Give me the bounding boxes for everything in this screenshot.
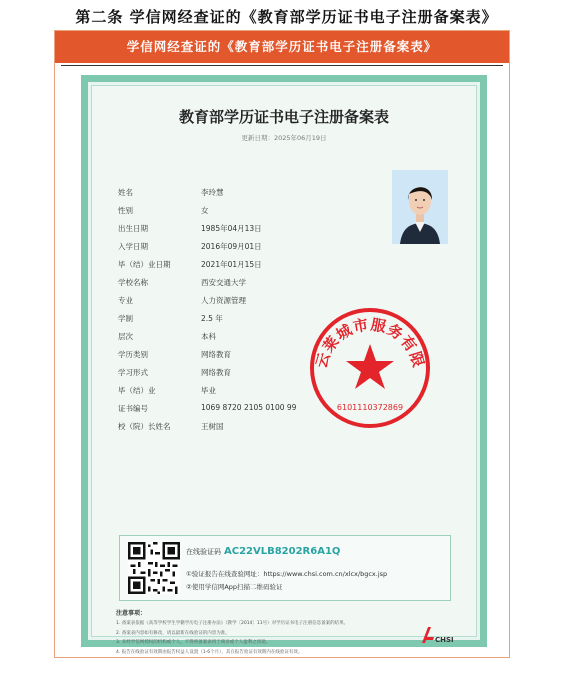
verification-url[interactable]: ①验证报告在线查验网址：https://www.chsi.com.cn/xlcx/bgcx.jsp xyxy=(186,570,388,578)
field-value: 2021年01月15日 xyxy=(201,260,262,269)
certificate-title: 教育部学历证书电子注册备案表 xyxy=(178,108,389,126)
verification-code[interactable]: AC22VLB8202R6A1Q xyxy=(224,546,341,557)
field-value: 西安交通大学 xyxy=(201,278,246,287)
field-value: 人力资源管理 xyxy=(201,296,246,305)
field-value: 毕业 xyxy=(201,386,216,395)
field-label: 学校名称 xyxy=(118,278,148,287)
field-value: 网络教育 xyxy=(201,350,231,359)
field-label: 毕（结）业 xyxy=(118,386,156,395)
field-label: 证书编号 xyxy=(118,404,148,413)
seal-org-name: 云莱城市服务有限 xyxy=(312,315,428,371)
student-photo xyxy=(392,170,448,244)
field-value: 网络教育 xyxy=(201,368,231,377)
official-seal xyxy=(308,306,432,430)
field-label: 性别 xyxy=(118,206,133,215)
field-label: 校（院）长姓名 xyxy=(118,422,171,431)
divider xyxy=(61,65,503,66)
field-label: 出生日期 xyxy=(118,224,148,233)
field-value: 1069 8720 2105 0100 99 xyxy=(201,403,297,412)
field-label: 学历类别 xyxy=(118,350,148,359)
field-value: 王树国 xyxy=(201,422,224,431)
certificate-inner xyxy=(91,85,477,655)
note-item: 3. 未经学信网授权的机构或个人，不得将备案表用于商业或个人盈利之用途。 xyxy=(116,640,271,645)
verification-box xyxy=(119,535,451,601)
certificate xyxy=(81,75,487,655)
chsi-logo-text: CHSI xyxy=(435,636,454,644)
field-value: 女 xyxy=(201,206,209,215)
page-heading: 第二条 学信网经查证的《教育部学历证书电子注册备案表》 xyxy=(75,8,498,26)
field-label: 专业 xyxy=(118,296,133,305)
note-item: 1. 备案表依据《高等学校学生学籍学历电子注册办法》（教学〔2014〕11号）对学历证书电子注册信息备案的结果。 xyxy=(116,621,349,626)
note-item: 4. 报告在线验证有效期由报告权益人设置（1-6个月），其在报告验证有效期内在线验证有效。 xyxy=(116,649,303,655)
field-value: 1985年04月13日 xyxy=(201,224,262,233)
field-label: 姓名 xyxy=(118,188,133,197)
update-date: 更新日期：2025年06月19日 xyxy=(241,134,327,142)
note-item: 2. 备案表内容如有修改，请以最新在线验证的内容为准。 xyxy=(116,630,230,636)
chsi-logo xyxy=(418,623,458,647)
field-label: 层次 xyxy=(118,332,133,341)
field-label: 学习形式 xyxy=(118,368,148,377)
verification-title: 在线验证码 AC22VLB8202R6A1Q xyxy=(186,546,341,557)
field-value: 2.5 年 xyxy=(201,314,223,323)
field-label: 入学日期 xyxy=(118,242,148,251)
notes xyxy=(116,608,416,657)
seal-number: 6101110372869 xyxy=(336,403,404,412)
document-frame xyxy=(54,30,510,658)
field-value: 本科 xyxy=(201,332,216,341)
section-banner: 学信网经查证的《教育部学历证书电子注册备案表》 xyxy=(55,31,509,63)
field-value: 李玲慧 xyxy=(201,188,224,197)
field-value: 2016年09月01日 xyxy=(201,242,262,251)
verification-app-hint: ②使用学信网App扫描二维码验证 xyxy=(186,583,283,591)
qr-code[interactable] xyxy=(128,542,180,594)
field-label: 毕（结）业日期 xyxy=(118,260,171,269)
notes-title: 注意事项： xyxy=(116,610,147,617)
field-label: 学制 xyxy=(118,314,133,323)
